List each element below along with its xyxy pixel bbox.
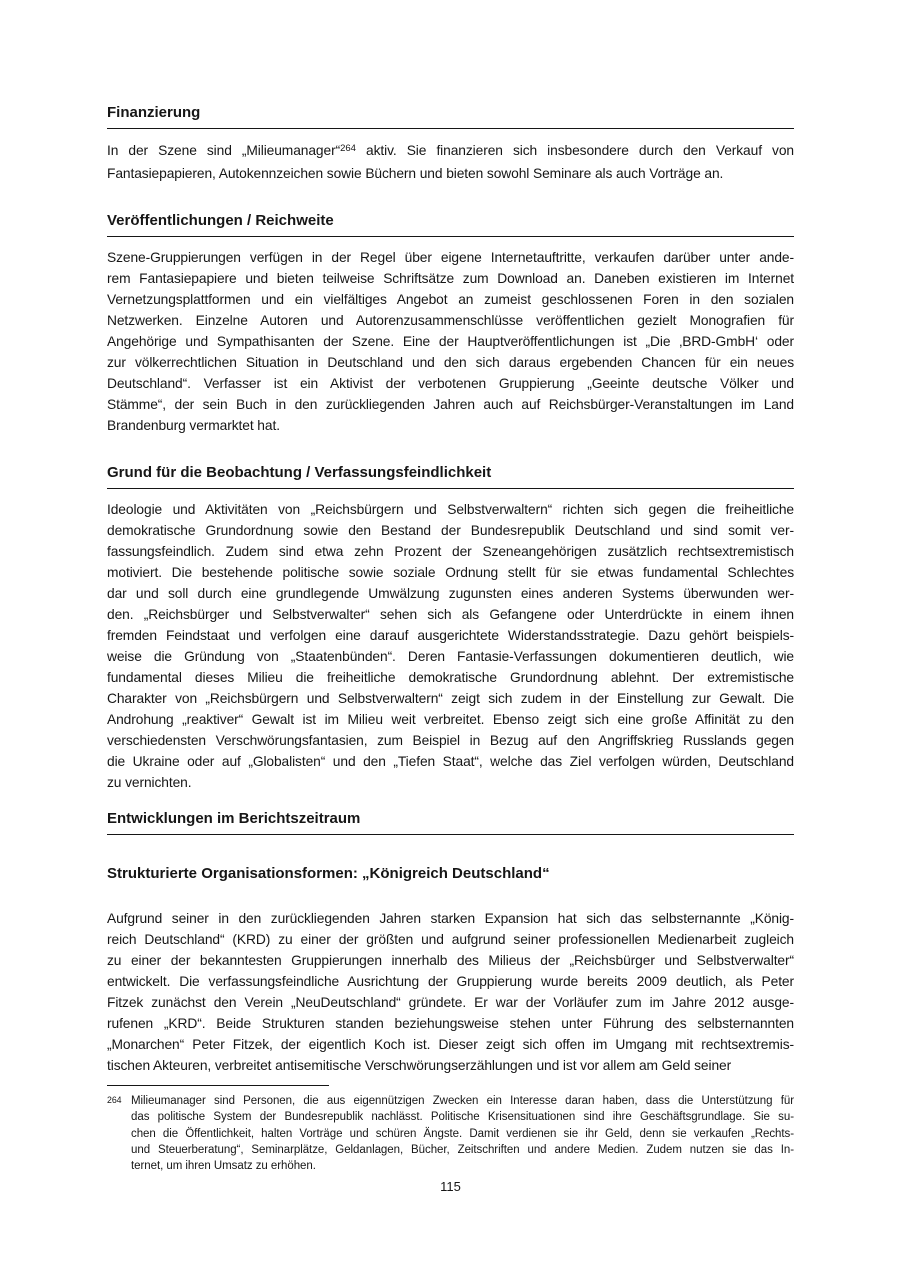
text-line: dar und soll durch eine grundlegende Umwälzung zugunsten eines anderen Systems überwunden wer- bbox=[107, 586, 794, 601]
text-line: motiviert. Die bestehende politische sowie soziale Ordnung stellt für sie etwas fundamental Schlechtes bbox=[107, 565, 794, 580]
text-line: verschiedensten Verschwörungsfantasien, zum Beispiel in Bezug auf den Angriffskrieg Russlands gegen bbox=[107, 733, 794, 748]
text-line: Charakter von „Reichsbürgern und Selbstverwaltern“ zeigt sich zudem in der Einstellung zur Gewalt. Die bbox=[107, 691, 794, 706]
footnote-line bbox=[107, 1093, 794, 1109]
text-line: Deutschland“. Verfasser ist ein Aktivist der verbotenen Gruppierung „Geeinte deutsche Völker und bbox=[107, 376, 794, 391]
footnote-ref-264: 264 bbox=[340, 142, 356, 154]
footnote bbox=[107, 1093, 794, 1174]
text-line: Vernetzungsplattformen und ein vielfältiges Angebot an zumeist geschlossenen Foren in den sozialen bbox=[107, 292, 794, 307]
text-line: Aufgrund seiner in den zurückliegenden Jahren starken Expansion hat sich das selbsternannte „König- bbox=[107, 911, 794, 926]
text-line: Angehörige und Sympathisanten der Szene. Eine der Hauptveröffentlichungen ist „Die ‚BRD-GmbH‘ oder bbox=[107, 334, 794, 349]
footnote-line: chen die Öffentlichkeit, halten Vorträge und schüren Ängste. Damit verdienen sie ihr Geld, denn sie verkaufen „Rechts- bbox=[131, 1127, 794, 1140]
section-entwicklungen bbox=[107, 810, 794, 1076]
text-line: weise die Gründung von „Staatenbünden“. Deren Fantasie-Verfassungen dokumentieren deutlich, wie bbox=[107, 649, 794, 664]
text-line: Androhung „reaktiver“ Gewalt ist im Milieu weit verbreitet. Ebenso zeigt sich eine große Affinität zu den bbox=[107, 712, 794, 727]
text-line: „Monarchen“ Peter Fitzek, der eigentlich Koch ist. Dieser zeigt sich offen im Umgang mit rechtsextremis- bbox=[107, 1037, 794, 1052]
footnote-line: ternet, um ihren Umsatz zu erhöhen. bbox=[131, 1160, 316, 1173]
footnote-marker: 264 bbox=[107, 1095, 122, 1105]
section-heading-finanzierung: Finanzierung bbox=[107, 104, 794, 129]
section-heading-entwicklungen: Entwicklungen im Berichtszeitraum bbox=[107, 810, 794, 835]
text-line: reich Deutschland“ (KRD) zu einer der größten und aufgrund seiner professionellen Medienarbeit zugleich bbox=[107, 932, 794, 947]
page-content bbox=[107, 104, 794, 1194]
text-line: den. „Reichsbürger und Selbstverwalter“ sehen sich als Gefangene oder Unterdrückte in einem ihnen bbox=[107, 607, 794, 622]
text-line: Brandenburg vermarktet hat. bbox=[107, 418, 280, 433]
text-line: rem Fantasiepapiere und bieten teilweise Schriftsätze zum Download an. Daneben existieren im Internet bbox=[107, 271, 794, 286]
text-line: Szene-Gruppierungen verfügen in der Regel über eigene Internetauftritte, verkaufen darüber unter ande- bbox=[107, 250, 794, 265]
text-line: tischen Akteuren, verbreitet antisemitische Verschwörungserzählungen und ist vor allem am Geld seiner bbox=[107, 1058, 732, 1073]
paragraph-finanzierung bbox=[107, 140, 794, 184]
text-line: fundamental dieses Milieu die freiheitliche demokratische Grundordnung ablehnt. Der extremistische bbox=[107, 670, 794, 685]
text-line: fremden Feindstaat und verfolgen eine darauf ausgerichtete Widerstandsstrategie. Dazu gehört beispiels- bbox=[107, 628, 794, 643]
section-heading-beobachtung: Grund für die Beobachtung / Verfassungsfeindlichkeit bbox=[107, 464, 794, 489]
text-segment: In der Szene sind „Milieumanager“ bbox=[107, 143, 341, 158]
text-line: zur völkerrechtlichen Situation in Deutschland und den sich daraus ergebenden Chancen für ein neues bbox=[107, 355, 794, 370]
text-line: Fantasiepapieren, Autokennzeichen sowie Büchern und bieten sowohl Seminare als auch Vorträge an. bbox=[107, 166, 724, 181]
text-line: Netzwerken. Einzelne Autoren und Autorenzusammenschlüsse veröffentlichen gezielt Monografien für bbox=[107, 313, 794, 328]
text-line: zu einer der bekanntesten Gruppierungen innerhalb des Milieus der „Reichsbürger und Selbstverwalter“ bbox=[107, 953, 794, 968]
text-line: fassungsfeindlich. Zudem sind etwa zehn Prozent der Szeneangehörigen zusätzlich rechtsextremistisch bbox=[107, 544, 794, 559]
text-line bbox=[107, 140, 794, 163]
section-finanzierung bbox=[107, 104, 794, 184]
text-line: entwickelt. Die verfassungsfeindliche Ausrichtung der Gruppierung wurde bereits 2009 deutlich, als Peter bbox=[107, 974, 794, 989]
footnote-line: und Steuerberatung“, Seminarplätze, Geldanlagen, Bücher, Zeitschriften und andere Medien. Zudem nutzen sie das In- bbox=[131, 1143, 794, 1156]
text-line: Fitzek zunächst den Verein „NeuDeutschland“ gründete. Er war der Vorläufer zum im Jahre 2012 ausge- bbox=[107, 995, 794, 1010]
text-segment: aktiv. Sie finanzieren sich insbesondere durch den Verkauf von bbox=[355, 143, 794, 158]
text-line: demokratische Grundordnung sowie den Bestand der Bundesrepublik Deutschland und sind somit ver- bbox=[107, 523, 794, 538]
section-beobachtung bbox=[107, 464, 794, 793]
text-line: zu vernichten. bbox=[107, 775, 192, 790]
footnote-separator bbox=[107, 1085, 329, 1086]
paragraph-krd bbox=[107, 908, 794, 1076]
text-line: Ideologie und Aktivitäten von „Reichsbürgern und Selbstverwaltern“ richten sich gegen die freiheitliche bbox=[107, 502, 794, 517]
section-veroeffentlichungen bbox=[107, 212, 794, 436]
text-line: die Ukraine oder auf „Globalisten“ und den „Tiefen Staat“, welche das Ziel verfolgen würden, Deutschland bbox=[107, 754, 794, 769]
paragraph-beobachtung bbox=[107, 499, 794, 793]
text-line: rufenen „KRD“. Beide Strukturen standen beziehungsweise stehen unter Führung des selbsternannten bbox=[107, 1016, 794, 1031]
subsection-heading-krd: Strukturierte Organisationsformen: „Königreich Deutschland“ bbox=[107, 865, 550, 882]
page-number: 115 bbox=[440, 1179, 461, 1195]
text-segment: Milieumanager sind Personen, die aus eigennützigen Zwecken ein Interesse daran haben, dass die Unterstützung für bbox=[131, 1095, 794, 1107]
section-heading-veroeffentlichungen: Veröffentlichungen / Reichweite bbox=[107, 212, 794, 237]
footnote-line: das politische System der Bundesrepublik nachlässt. Politische Krisensituationen sind ihre Geschäftsgrundlage. Sie su- bbox=[131, 1111, 794, 1124]
paragraph-veroeffentlichungen bbox=[107, 247, 794, 436]
text-line: Stämme“, der sein Buch in den zurückliegenden Jahren auch auf Reichsbürger-Veranstaltungen im Land bbox=[107, 397, 794, 412]
